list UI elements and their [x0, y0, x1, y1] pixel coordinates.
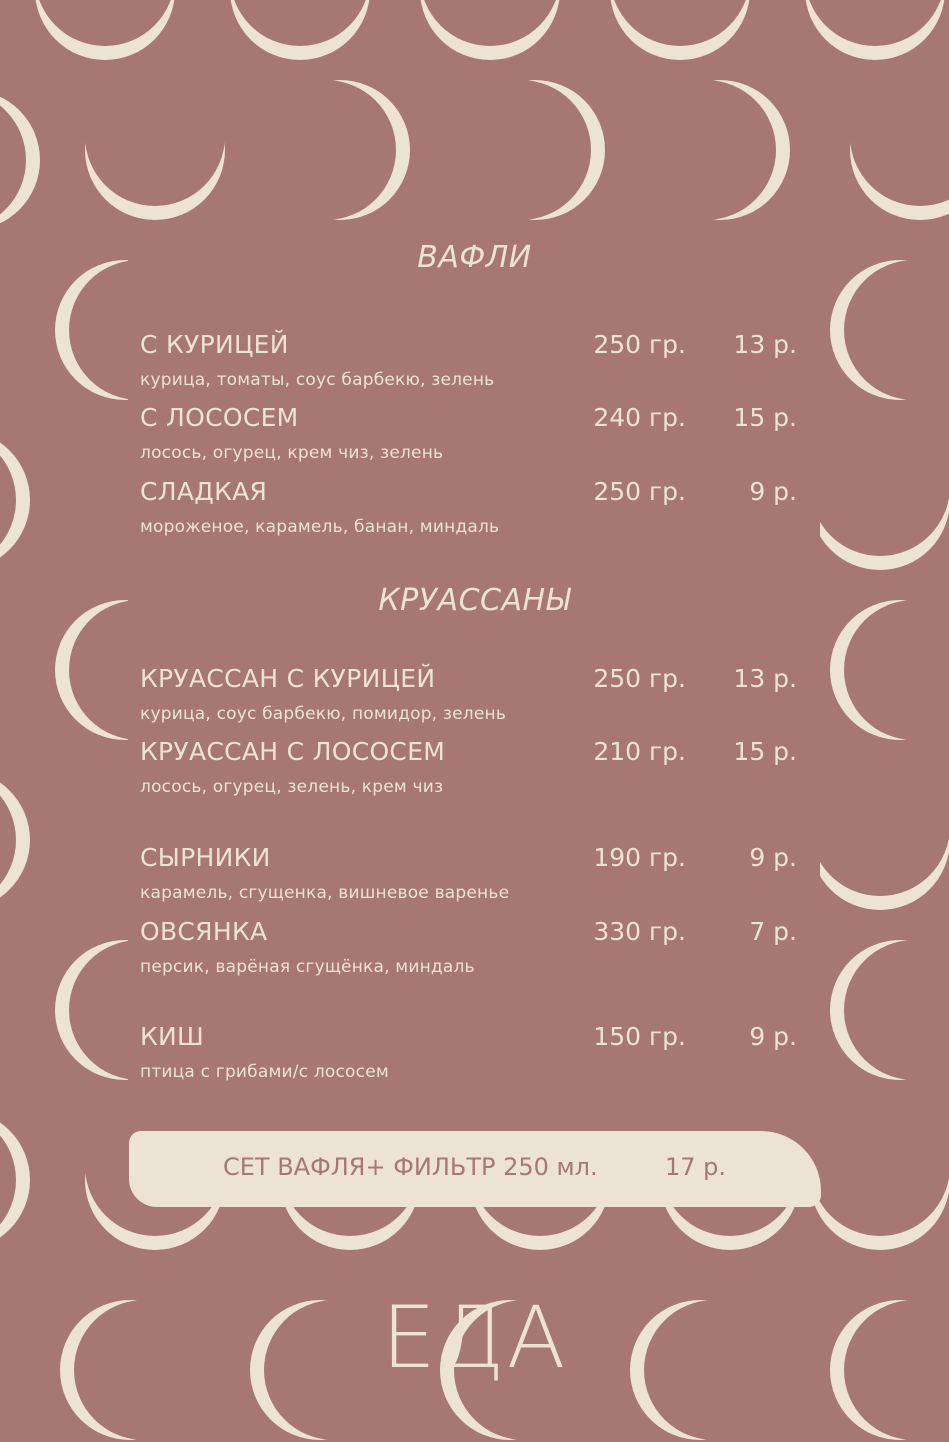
item-description: карамель, сгущенка, вишневое варенье: [140, 883, 510, 903]
menu-item: [140, 330, 800, 390]
item-name: СЛАДКАЯ: [140, 477, 268, 506]
crescent-moon-icon: [420, 0, 560, 60]
item-name: КРУАССАН С ЛОСОСЕМ: [140, 737, 446, 766]
item-description: персик, варёная сгущёнка, миндаль: [140, 957, 475, 977]
item-weight: 330 гр.: [593, 917, 686, 946]
item-price: 15 р.: [733, 737, 797, 766]
crescent-moon-icon: [830, 940, 949, 1080]
item-weight: 190 гр.: [593, 843, 686, 872]
crescent-moon-icon: [35, 0, 175, 60]
item-weight: 250 гр.: [593, 330, 686, 359]
crescent-moon-icon: [850, 80, 949, 220]
item-name: ОВСЯНКА: [140, 917, 268, 946]
item-weight: 210 гр.: [593, 737, 686, 766]
crescent-moon-icon: [830, 600, 949, 740]
crescent-moon-icon: [230, 0, 370, 60]
menu-item: [140, 843, 800, 903]
section-title-croissants: КРУАССАНЫ: [378, 583, 571, 618]
item-description: лосось, огурец, крем чиз, зелень: [140, 443, 444, 463]
crescent-moon-icon: [85, 80, 225, 220]
item-name: С КУРИЦЕЙ: [140, 330, 289, 359]
item-price: 13 р.: [733, 664, 797, 693]
item-price: 7 р.: [749, 917, 797, 946]
crescent-moon-icon: [0, 430, 30, 570]
item-weight: 150 гр.: [593, 1022, 686, 1051]
item-description: птица с грибами/с лососем: [140, 1062, 389, 1082]
item-weight: 250 гр.: [593, 664, 686, 693]
item-price: 9 р.: [749, 1022, 797, 1051]
crescent-moon-icon: [810, 430, 949, 570]
item-weight: 250 гр.: [593, 477, 686, 506]
crescent-moon-icon: [610, 0, 750, 60]
item-description: лосось, огурец, зелень, крем чиз: [140, 777, 444, 797]
item-name: КИШ: [140, 1022, 205, 1051]
menu-item: [140, 1022, 800, 1082]
item-price: 9 р.: [749, 843, 797, 872]
set-offer-banner: [129, 1131, 821, 1207]
section-title-waffles: ВАФЛИ: [417, 240, 532, 275]
item-price: 15 р.: [733, 403, 797, 432]
menu-item: [140, 403, 800, 463]
menu-item: [140, 664, 800, 724]
item-weight: 240 гр.: [593, 403, 686, 432]
item-name: СЫРНИКИ: [140, 843, 271, 872]
item-name: С ЛОСОСЕМ: [140, 403, 299, 432]
item-description: курица, томаты, соус барбекю, зелень: [140, 370, 495, 390]
crescent-moon-icon: [0, 1110, 30, 1250]
item-description: мороженое, карамель, банан, миндаль: [140, 517, 500, 537]
set-offer-label: СЕТ ВАФЛЯ+ ФИЛЬТР 250 мл.: [223, 1153, 598, 1181]
crescent-moon-icon: [830, 260, 949, 400]
crescent-moon-icon: [465, 80, 605, 220]
set-offer-price: 17 р.: [665, 1153, 727, 1181]
footer-title: ЕДА: [381, 1288, 568, 1388]
crescent-moon-icon: [0, 770, 30, 910]
crescent-moon-icon: [0, 90, 40, 230]
crescent-moon-icon: [810, 1110, 949, 1250]
crescent-moon-icon: [270, 80, 410, 220]
crescent-moon-icon: [650, 80, 790, 220]
menu-item: [140, 917, 800, 977]
item-price: 13 р.: [733, 330, 797, 359]
menu-item: [140, 477, 800, 537]
menu-item: [140, 737, 800, 797]
crescent-moon-icon: [805, 0, 945, 60]
item-description: курица, соус барбекю, помидор, зелень: [140, 704, 507, 724]
crescent-moon-icon: [810, 770, 949, 910]
item-name: КРУАССАН С КУРИЦЕЙ: [140, 664, 436, 693]
item-price: 9 р.: [749, 477, 797, 506]
